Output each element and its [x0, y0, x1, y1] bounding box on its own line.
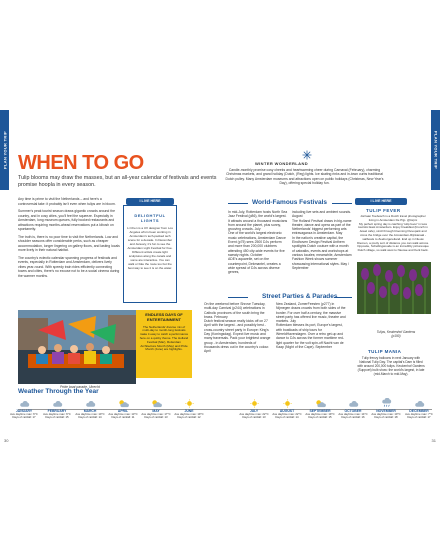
world-famous-heading: World-Famous Festivals	[252, 199, 328, 206]
cloud-icon	[337, 397, 369, 408]
delightful-lights-body: Li Chen is a UX designer from Los Angeles who's been working in Amsterdam's tech-packed tech scene for a decade. In December and January, it's fun to see the Amsterdam Light Festival for free. Different artists create light sculptures along the canals and some are interactive. You can walk or bike the route too but the best way to see it is on the water.	[127, 226, 173, 270]
avg-temp: Ave daytime max: 13°C	[108, 412, 138, 416]
avg-temp: Ave daytime max: 19°C	[174, 412, 204, 416]
rain-days: Days of rainfall: 13	[242, 415, 266, 420]
avg-temp: Ave daytime max: 22°C	[272, 412, 302, 416]
sun-cloud-icon	[107, 397, 139, 408]
intro-text	[18, 197, 120, 281]
page-number-left: 30	[4, 438, 9, 443]
avg-temp: Ave daytime max: 10°C	[75, 412, 105, 416]
cloud-icon	[8, 397, 40, 408]
avg-temp: Ave daytime max: 10°C	[371, 412, 401, 416]
street-parties-col-1: On the weekend before Shrove Tuesday, multi-day Carnival (p244) celebrations in Catholic provinces of the south bring the brass. February Dutch festival season really kicks off on 27 April with the largest - and possibly best - cross-country street party in Europe: King's Day (Koningsdag). Expect live music and many traversals. Pack your brightest orange group - in Amsterdam, hundreds of thousands dress out in the country's colour. April	[204, 302, 271, 354]
sun-icon	[271, 397, 303, 408]
weather-title: Weather Through the Year	[18, 388, 99, 395]
rain-icon	[370, 397, 402, 408]
weather-month-august	[271, 397, 303, 420]
weather-month-september	[304, 397, 336, 420]
keukenhof-caption: Tulips, Keukenhof Gardens (p190)	[376, 330, 416, 338]
rain-days: Days of rainfall: 11	[111, 415, 135, 420]
month-name: JANUARY	[15, 409, 33, 413]
tulip-mania-body: Tulip frenzy balloons in next January with National Tulip Day. The capital's Dam is filled with around 200,000 tulips. Keukenhof Gardens (Suppoet) bulb show: the world's largest, in late (mid-March to mid-May).	[357, 356, 425, 377]
i-live-here-badge: I LIVE HERE	[126, 198, 174, 205]
intro-paragraph: Summer's peak tourist season draws gigantic crowds around the country, and in cosy cities, you'll feel the squeeze. Especially in Amsterdam, long museum queues, fully booked restaurants and attractions requiring months-ahead reservations put a kibosh on spontaneity.	[18, 209, 115, 231]
month-name: FEBRUARY	[47, 409, 67, 413]
pride-photo	[18, 310, 136, 384]
tulip-photo-illustration	[357, 262, 431, 314]
rain-days: Days of rainfall: 15	[45, 415, 69, 420]
intro-paragraph: The truth is, there is no poor time to visit the Netherlands. Low and shoulder seasons offer considerable perks, such as cheaper accommodation, longer lingering on gallery floors, and lasting locals more lively in their natural habitat.	[18, 234, 120, 252]
side-tab-left	[0, 110, 9, 190]
weather-month-march	[74, 397, 106, 420]
photo-caption: Pride boat parade, Utrecht	[60, 385, 100, 389]
tulip-fever-title: TULIP FEVER	[366, 208, 401, 213]
month-name: NOVEMBER	[376, 409, 396, 413]
month-name: DECEMBER	[409, 409, 429, 413]
rain-days: Days of rainfall: 13	[144, 415, 168, 420]
month-name: MAY	[152, 409, 160, 413]
weather-month-december	[403, 397, 435, 420]
world-famous-col-2: including live sets and ambient sounds. August The Holland Festival draws in big-name theatre, dance and opera as part of the Netherlands' biggest performing arts extravaganza in Amsterdam. May In the nation's creative capital, the Eindhoven Design Festival Anthem spotlights Dutch couture with a month of catwalks, events and workshops at various locales; meanwhile, Amsterdam Fashion Week shows summer showcasing international styles. May / September	[292, 210, 352, 270]
avg-temp: Ave daytime max: 7°C	[405, 412, 433, 416]
side-tab-label: PLAN YOUR TRIP	[2, 131, 7, 169]
weather-month-april	[107, 397, 139, 420]
rain-days: Days of rainfall: 12	[177, 415, 201, 420]
month-name: SEPTEMBER	[309, 409, 331, 413]
sun-cloud-icon	[140, 397, 172, 408]
page-number-right: 31	[431, 438, 436, 443]
month-name: OCTOBER	[344, 409, 362, 413]
winter-wonderland-body: Candle-monthly promise cosy cheeks and heartwarming cheer during Carnaval (February), charming Christmas markets, and grand holiday (Dutch, (Reg) lights. Ice skating rinks and in-town curbs traditional Dutch pulley. Many Amsterdam museums and attractions open on public holidays (Christmas, New Year's Day), offering special holiday fun.	[225, 168, 384, 185]
cloud-icon	[41, 397, 73, 408]
page-title: WHEN TO GO	[18, 152, 144, 174]
month-name: AUGUST	[279, 409, 295, 413]
rain-days: Days of rainfall: 14	[275, 415, 299, 420]
street-parties-col-2: New Zealand, ZomerFeesten (p277) in Nijmegen draws crowds from both sides of the border. For over half a century, the massive street party has offered live music, theatre and markets. July Rotterdam blesses its port, Europe's largest, with boatloads of ship tours for WereldHavendagen. Over a retro get-up and dance to DJs across the former maritime red-light quarter for the volt spin-off Nacht van de Kaap (Night of the Cape). September	[276, 302, 346, 349]
rain-days: Days of rainfall: 17	[12, 415, 36, 420]
endless-days-body: The Netherlands' diverse mix of multi-day to month-long festivals make it easy to catch a performance here on a quirky theme. The Holland Festival (Mar), Rotterdam Architecture Month (May) and Pride Month (June) are highlights.	[139, 324, 189, 352]
delightful-lights-box	[123, 205, 177, 303]
side-tab-right	[431, 110, 440, 190]
tulip-fever-body: Jorriaan Toebosch is a Dutch travel photographer living in Amsterdam De Pijp. @lorpix My perfect spring day is catching 'tulip fever' in less touristic East Amsterdam. Enjoy breakfast (brunch in Jewel cafe), stroll through blooming Flevopark and cross the bridge over the Amsterdam-Rijnkanaal - sailboats to Zeeburgereiland. End up in Nieuw Diemen, a pretty sort of distance you can walk across. Opposite, Schellingwoude is an incredibly picturesque Dutch village, so walk west to Nieuwe and Kerk back.	[357, 214, 429, 253]
weather-month-october	[337, 397, 369, 420]
tulip-mania-title: TULIP MANIA	[368, 349, 402, 354]
tulip-photo	[357, 262, 431, 314]
section-rule	[228, 297, 248, 298]
avg-temp: Ave daytime max: 19°C	[305, 412, 335, 416]
sun-icon	[238, 397, 270, 408]
weather-month-november	[370, 397, 402, 420]
rain-days: Days of rainfall: 17	[407, 415, 431, 420]
sun-cloud-icon	[304, 397, 336, 408]
intro-paragraph: The country's eclectic calendar spanning progress of festivals and events, especially in Rotterdam and Amsterdam, delivers lively vibes year-round. With speedy train rides efficiently connecting towns and cities, there's no excuse not to be a social cinema during the warmer months.	[18, 255, 120, 278]
avg-temp: Ave daytime max: 6°C	[10, 412, 38, 416]
weather-month-may	[140, 397, 172, 420]
avg-temp: Ave daytime max: 17°C	[141, 412, 171, 416]
cloud-icon	[403, 397, 435, 408]
sun-icon	[173, 397, 205, 408]
intro-paragraph: Any time is prime to visit the Netherlands – and here's a controversial take: it probably isn't even when tulips are in bloom.	[18, 197, 116, 206]
avg-temp: Ave daytime max: 6°C	[43, 412, 71, 416]
world-famous-col-1: In mid-July, Rotterdam hosts North Sea Jazz Festival (p86), the world's largest. It attracts around a thousand musicians from around the planet, plus sunny, grooving crowds. July One of the world's largest electronic music celebrations, Amsterdam Dance Event (p75) sees 2500 DJs perform and more than 200,000 clubbers attending 450 city-wide events for five sweaty nights. October ADE's aquarelle, set on the counterpoint, Dekmantel, creates a wide spread of DJs across diverse genres,	[228, 210, 288, 275]
snowflake-icon	[302, 150, 312, 160]
weather-month-january	[8, 397, 40, 420]
cloud-icon	[74, 397, 106, 408]
weather-month-february	[41, 397, 73, 420]
section-rule	[332, 203, 352, 204]
rain-days: Days of rainfall: 18	[374, 415, 398, 420]
rain-days: Days of rainfall: 16	[341, 415, 365, 420]
month-name: JULY	[249, 409, 259, 413]
street-parties-heading: Street Parties & Parades	[262, 293, 338, 300]
endless-days-box	[136, 310, 192, 378]
month-name: JUNE	[184, 409, 194, 413]
page-deck: Tulip blooms may draw the masses, but an all-year calendar of festivals and events promise hoopla in every season.	[18, 175, 217, 188]
rain-days: Days of rainfall: 15	[308, 415, 332, 420]
weather-month-july	[238, 397, 270, 420]
weather-month-june	[173, 397, 205, 420]
month-name: MARCH	[83, 409, 97, 413]
section-rule	[228, 203, 248, 204]
weather-strip	[10, 397, 433, 437]
avg-temp: Ave daytime max: 14°C	[338, 412, 368, 416]
pride-photo-illustration	[18, 310, 136, 384]
section-rule	[334, 297, 352, 298]
delightful-lights-title: DELIGHTFUL LIGHTS	[134, 213, 166, 223]
month-name: APRIL	[117, 409, 129, 413]
winter-wonderland-title: WINTER WONDERLAND	[255, 161, 309, 166]
endless-days-title: ENDLESS DAYS OF ENTERTAINMENT	[145, 312, 183, 322]
rain-days: Days of rainfall: 14	[78, 415, 102, 420]
side-tab-label: PLAN YOUR TRIP	[433, 131, 438, 169]
i-live-here-badge: I LIVE HERE	[355, 198, 407, 205]
avg-temp: Ave daytime max: 22°C	[239, 412, 269, 416]
